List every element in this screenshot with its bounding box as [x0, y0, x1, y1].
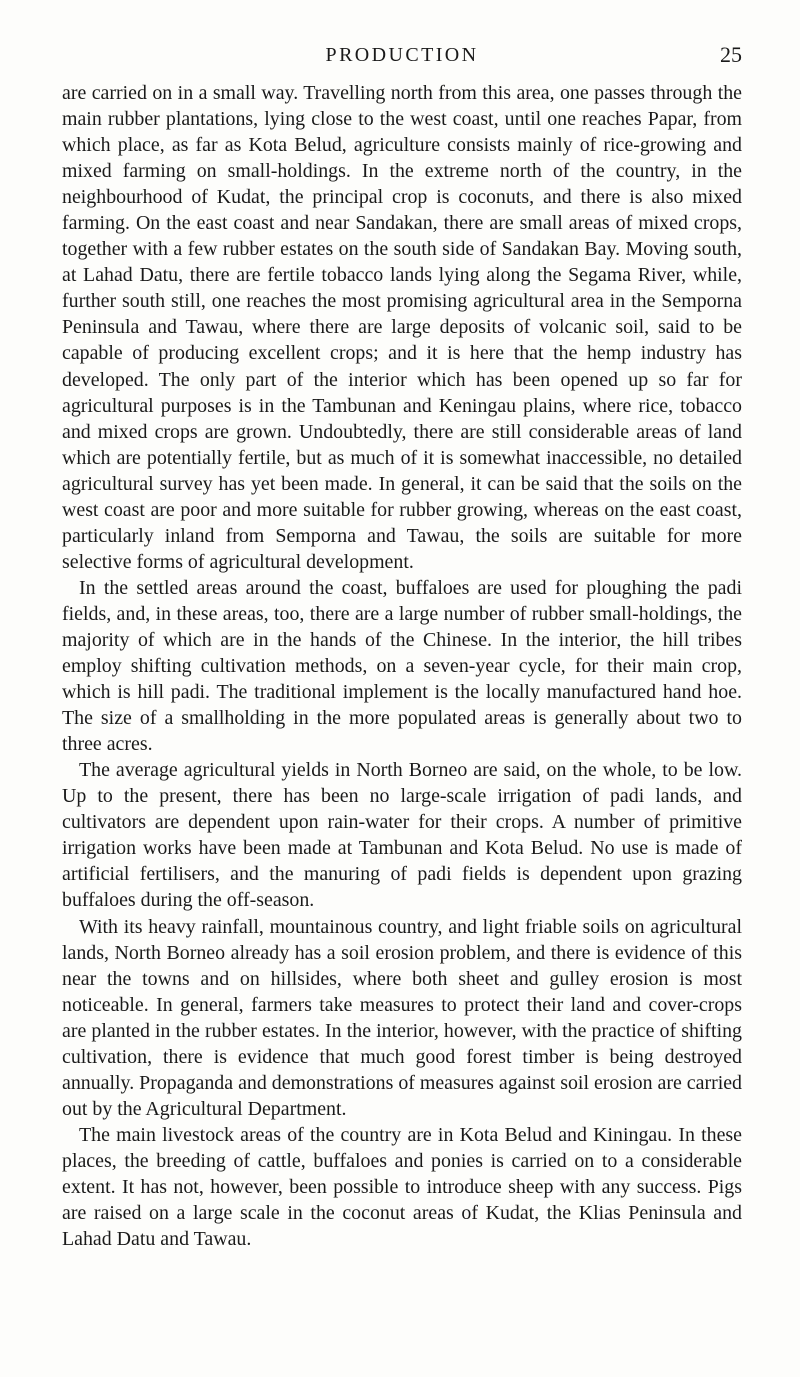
body-text [62, 80, 742, 1252]
page-number: 25 [720, 42, 742, 67]
paragraph: In the settled areas around the coast, buffaloes are used for ploughing the padi fields, and, in these areas, too, there are a large number of rubber small-holdings, the majority of which are in the hands of the Chinese. In the interior, the hill tribes employ shifting cultivation methods, on a seven-year cycle, for their main crop, which is hill padi. The traditional implement is the locally manufactured hand hoe. The size of a smallholding in the more populated areas is generally about two to three acres. [62, 576, 742, 756]
paragraph: are carried on in a small way. Travelling north from this area, one passes through the main rubber plantations, lying close to the west coast, until one reaches Papar, from which place, as far as Kota Belud, agriculture consists mainly of rice-growing and mixed farming on small-holdings. In the extreme north of the country, in the neighbourhood of Kudat, the principal crop is coconuts, and there is also mixed farming. On the east coast and near Sandakan, there are small areas of mixed crops, together with a few rubber estates on the south side of Sandakan Bay. Moving south, at Lahad Datu, there are fertile tobacco lands lying along the Segama River, while, further south still, one reaches the most promising agricultural area in the Semporna Peninsula and Tawau, where there are large deposits of volcanic soil, said to be capable of producing excellent crops; and it is here that the hemp industry has developed. The only part of the interior which has been opened up so far for agricultural purposes is in the Tambunan and Keningau plains, where rice, tobacco and mixed crops are grown. Undoubtedly, there are still considerable areas of land which are potentially fertile, but as much of it is somewhat inaccessible, no detailed agricultural survey has yet been made. In general, it can be said that the soils on the west coast are poor and more suitable for rubber growing, whereas on the east coast, particularly inland from Semporna and Tawau, the soils are suitable for more selective forms of agricultural development. [62, 82, 742, 573]
running-head-title: PRODUCTION [325, 44, 479, 66]
paragraph: With its heavy rainfall, mountainous country, and light friable soils on agricultural lands, North Borneo already has a soil erosion problem, and there is evidence of this near the towns and on hillsides, where both sheet and gulley erosion is most noticeable. In general, farmers take measures to protect their land and cover-crops are planted in the rubber estates. In the interior, however, with the practice of shifting cultivation, there is evidence that much good forest timber is being destroyed annually. Propaganda and demonstrations of measures against soil erosion are carried out by the Agricultural Department. [62, 915, 742, 1120]
running-head [62, 44, 742, 74]
paragraph: The average agricultural yields in North Borneo are said, on the whole, to be low. Up to the present, there has been no large-scale irrigation of padi lands, and cultivators are dependent upon rain-water for their crops. A number of primitive irrigation works have been made at Tambunan and Kota Belud. No use is made of artificial fertilisers, and the manuring of padi fields is dependent upon grazing buffaloes during the off-season. [62, 759, 742, 912]
paragraph: The main livestock areas of the country are in Kota Belud and Kiningau. In these places, the breeding of cattle, buffaloes and ponies is carried on to a considerable extent. It has not, however, been possible to introduce sheep with any success. Pigs are raised on a large scale in the coconut areas of Kudat, the Klias Peninsula and Lahad Datu and Tawau. [62, 1123, 742, 1251]
